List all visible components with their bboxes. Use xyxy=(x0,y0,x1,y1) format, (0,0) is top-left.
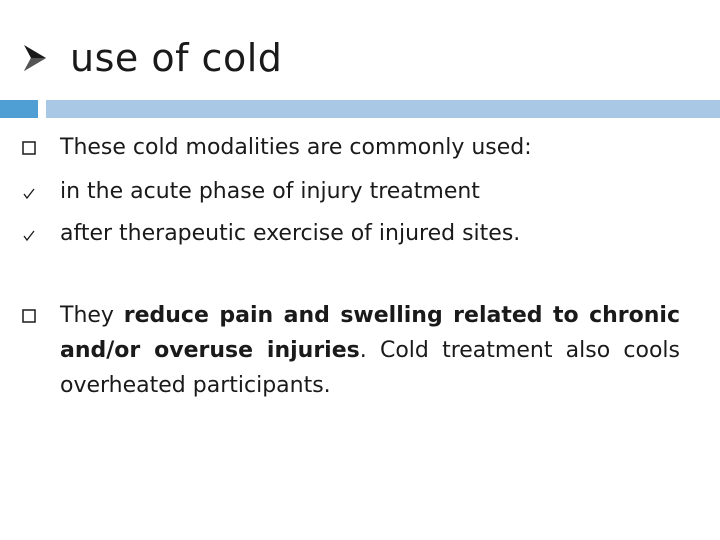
paragraph-text xyxy=(60,298,680,403)
slide-title: use of cold xyxy=(70,36,283,80)
arrow-right-icon xyxy=(22,43,48,73)
list-item-text: after therapeutic exercise of injured sites. xyxy=(60,221,521,246)
checkmark-icon xyxy=(22,229,38,245)
paragraph-emphasis: reduce pain and swelling related to chronic and/or overuse injuries xyxy=(60,303,680,363)
title-row xyxy=(22,34,282,82)
hollow-square-icon xyxy=(22,309,38,325)
list-item-text: in the acute phase of injury treatment xyxy=(60,179,480,204)
title-rule-bar xyxy=(46,100,720,118)
paragraph-tail: . Cold treatment also cools overheated participants. xyxy=(60,338,680,398)
title-rule-accent xyxy=(0,100,38,118)
paragraph-lead: They xyxy=(60,303,124,328)
list-item-text: These cold modalities are commonly used: xyxy=(60,135,532,160)
checkmark-icon xyxy=(22,187,38,203)
hollow-square-icon xyxy=(22,141,38,157)
